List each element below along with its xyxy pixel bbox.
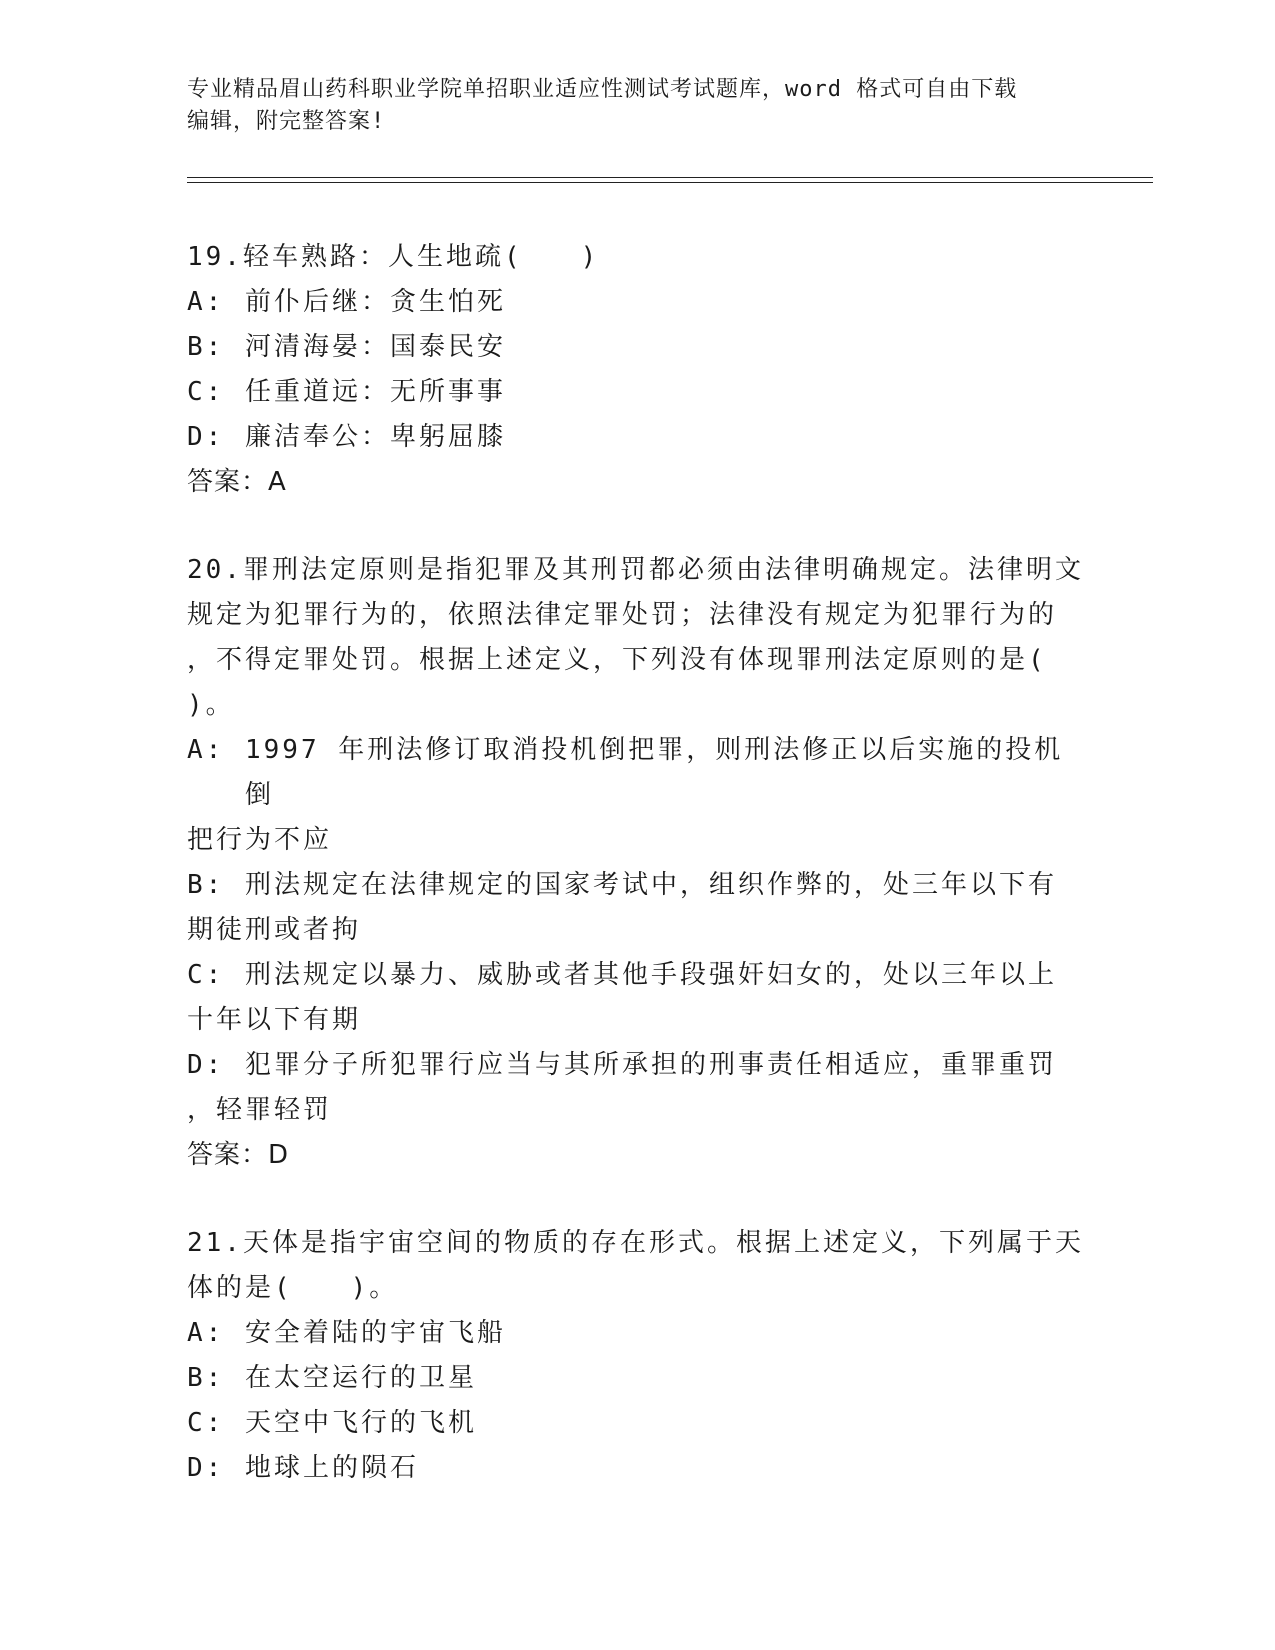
- question-stem: 体的是( )。: [187, 1273, 399, 1303]
- question-list: [187, 235, 1087, 1534]
- header-divider-bottom: [187, 182, 1153, 183]
- option-c: [187, 370, 1087, 415]
- option-d: [187, 1043, 1087, 1088]
- question-stem: ，不得定罪处罚。根据上述定义，下列没有体现罪刑法定原则的是(: [187, 645, 1047, 675]
- option-label: B:: [187, 870, 225, 900]
- option-text: 廉洁奉公：卑躬屈膝: [245, 422, 507, 452]
- option-b: [187, 1356, 1087, 1401]
- header-divider-top: [187, 177, 1153, 178]
- option-label: C:: [187, 960, 225, 990]
- option-d: [187, 415, 1087, 460]
- option-text: 河清海晏：国泰民安: [245, 332, 507, 362]
- option-c: [187, 953, 1087, 998]
- header-line-2: 编辑，附完整答案!: [187, 109, 386, 134]
- answer-line: 答案：A: [187, 467, 287, 497]
- header-line-1: 专业精品眉山药科职业学院单招职业适应性测试考试题库，word 格式可自由下载: [187, 77, 1018, 102]
- question-19: [187, 235, 1087, 505]
- question-21: [187, 1221, 1087, 1491]
- option-a: [187, 1311, 1087, 1356]
- option-text: 刑法规定以暴力、威胁或者其他手段强奸妇女的，处以三年以上: [245, 960, 1058, 990]
- option-b: [187, 325, 1087, 370]
- option-label: A:: [187, 287, 225, 317]
- option-label: D:: [187, 1050, 225, 1080]
- option-text: 安全着陆的宇宙飞船: [245, 1318, 507, 1348]
- question-stem: 21.天体是指宇宙空间的物质的存在形式。根据上述定义，下列属于天: [187, 1228, 1084, 1258]
- option-d: [187, 1446, 1087, 1491]
- option-text: 犯罪分子所犯罪行应当与其所承担的刑事责任相适应，重罪重罚: [245, 1050, 1058, 1080]
- answer-line: 答案：D: [187, 1140, 290, 1170]
- option-b: [187, 863, 1087, 908]
- option-text: 天空中飞行的飞机: [245, 1408, 478, 1438]
- question-stem: 19.轻车熟路：人生地疏( ): [187, 242, 600, 272]
- option-label: A:: [187, 1318, 225, 1348]
- option-label: A:: [187, 735, 225, 765]
- option-continuation: ，轻罪轻罚: [187, 1095, 333, 1125]
- option-text: 前仆后继：贪生怕死: [245, 287, 507, 317]
- document-header: [187, 74, 1077, 138]
- option-text: 任重道远：无所事事: [245, 377, 507, 407]
- option-c: [187, 1401, 1087, 1446]
- option-label: B:: [187, 332, 225, 362]
- option-continuation: 把行为不应: [187, 825, 333, 855]
- option-text: 地球上的陨石: [245, 1453, 420, 1483]
- question-stem: )。: [187, 690, 235, 720]
- option-label: D:: [187, 1453, 225, 1483]
- option-continuation: 十年以下有期: [187, 1005, 362, 1035]
- option-a: [187, 728, 1087, 818]
- question-20: [187, 548, 1087, 1178]
- question-stem: 规定为犯罪行为的，依照法律定罪处罚；法律没有规定为犯罪行为的: [187, 600, 1058, 630]
- option-label: B:: [187, 1363, 225, 1393]
- option-a: [187, 280, 1087, 325]
- option-continuation: 期徒刑或者拘: [187, 915, 362, 945]
- option-label: C:: [187, 377, 225, 407]
- option-text: 刑法规定在法律规定的国家考试中，组织作弊的，处三年以下有: [245, 870, 1058, 900]
- option-text: 1997 年刑法修订取消投机倒把罪，则刑法修正以后实施的投机倒: [245, 735, 1064, 810]
- option-label: C:: [187, 1408, 225, 1438]
- option-text: 在太空运行的卫星: [245, 1363, 478, 1393]
- question-stem: 20.罪刑法定原则是指犯罪及其刑罚都必须由法律明确规定。法律明文: [187, 555, 1084, 585]
- option-label: D:: [187, 422, 225, 452]
